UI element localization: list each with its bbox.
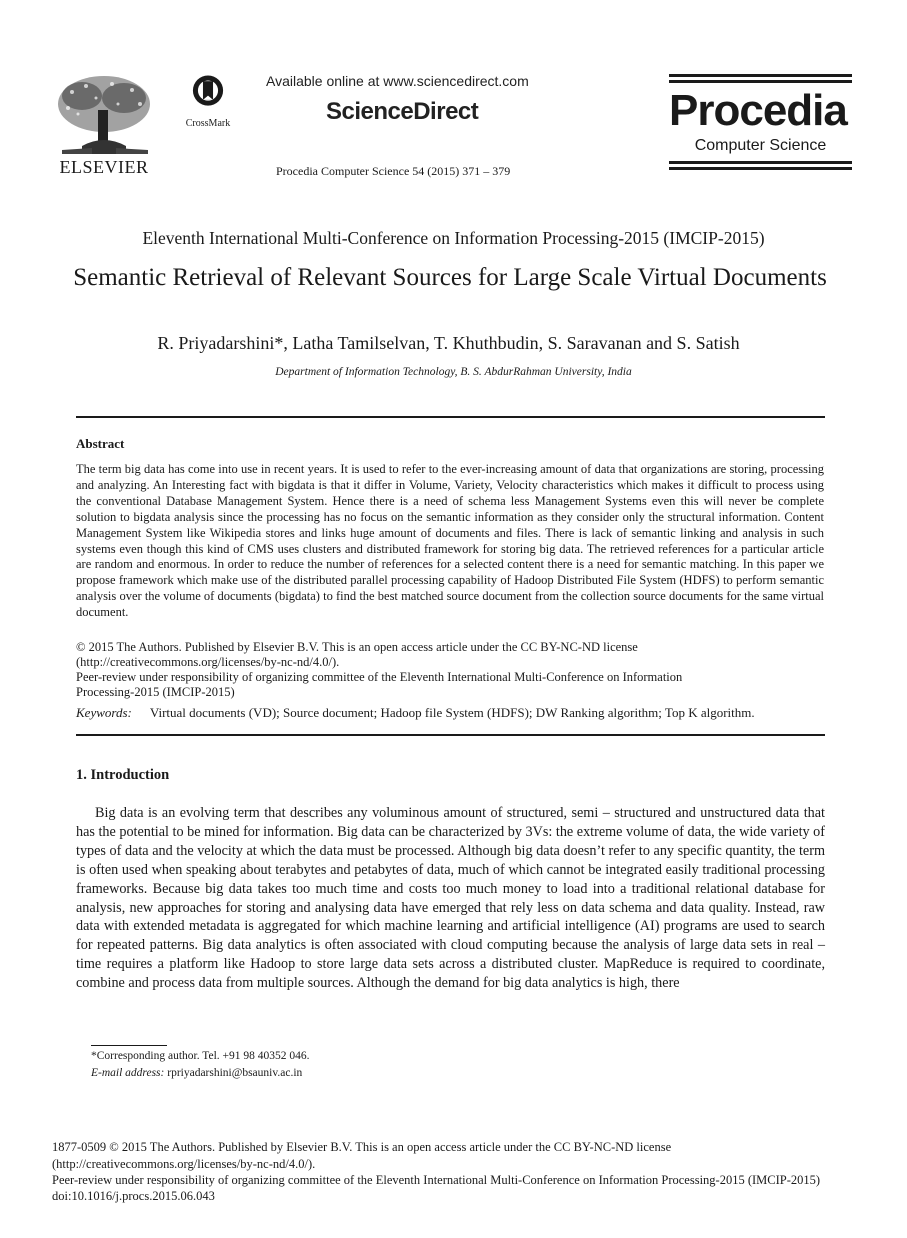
section-heading: 1. Introduction (76, 767, 170, 783)
introduction-text: Big data is an evolving term that describes any voluminous amount of structured, semi – structured and unstructured data that has the potential to be mined for information. Big data can be characterized by 3Vs: the extreme volume of data, the wide variety of types of data and the velocity at which the data must be processed. Although big data doesn’t refer to any specific quantity, the term is often used when speaking about terabytes and petabytes of data, much of which cannot be integrated easily traditional processing frameworks. Because big data takes too much time and costs too much money to load into a traditional relational database for analysis, new approaches for storing and analysing data have emerged that rely less on data schema and data quality. Instead, raw data with extended metadata is aggregated for which machine learning and artificial intelligence (AI) programs are used to search for repeated patterns. Big data analytics is often associated with cloud computing because the analysis of large data sets in real – time requires a platform like Hadoop to store large data sets across a distributed cluster. MapReduce is required to coordinate, combine and process data from multiple sources. Although the demand for big data analytics is high, there (76, 805, 825, 992)
keywords-label: Keywords: (76, 705, 132, 720)
abstract-text: The term big data has come into use in recent years. It is used to refer to the ever-increasing amount of data that organizations are storing, processing and analyzing. An Interesting fact with bigdata is that it differ in Volume, Variety, Velocity characteristics which makes it difficult to process using the conventional Database Management System. Hence there is a need of schema less Management Systems even this will never be complete solution to bigdata analysis since the processing has no focus on the semantic information as they consider only the structural information. Content Management System like Wikipedia stores and links huge amount of documents and files. There is lack of semantic linking and analysis in such systems even though this kind of CMS uses clusters and distributed framework for storing big data. The retrieved references for a particular article are random and enormous. In order to reduce the number of references for a selected content there is a need for semantic matching. In this paper we propose framework which make use of the distributed parallel processing capability of Hadoop Distributed File System (HDFS) to perform semantic analysis over the volume of documents (bigdata) to find the best matched source document from the collection source documents for the same virtual document. (76, 462, 824, 620)
peer-review-notice (76, 670, 824, 700)
paper-title: Semantic Retrieval of Relevant Sources for Large Scale Virtual Documents (73, 264, 827, 291)
procedia-logo (669, 74, 852, 173)
keywords-list: Virtual documents (VD); Source document; Hadoop file System (HDFS); DW Ranking algorithm; Top K algorithm. (149, 705, 755, 720)
abstract-heading: Abstract (76, 436, 125, 451)
license-link[interactable]: (http://creativecommons.org/licenses/by-nc-nd/4.0/). (52, 1157, 316, 1171)
footnote-rule (91, 1045, 167, 1046)
sciencedirect-logo: ScienceDirect (326, 98, 479, 125)
crossmark-label: CrossMark (185, 118, 231, 129)
affiliation: Department of Information Technology, B. S. AbdurRahman University, India (275, 366, 632, 378)
procedia-rule (669, 167, 852, 170)
email-label: E-mail address: (91, 1067, 165, 1079)
elsevier-wordmark: ELSEVIER (59, 157, 149, 177)
divider (76, 416, 825, 418)
license-link[interactable]: (http://creativecommons.org/licenses/by-nc-nd/4.0/). (76, 655, 340, 669)
procedia-subtitle: Computer Science (694, 137, 827, 154)
issn-copyright: 1877-0509 © 2015 The Authors. Published by Elsevier B.V. This is an open access article under the CC BY-NC-ND license (52, 1140, 672, 1154)
copyright-notice (76, 640, 824, 670)
author-list: R. Priyadarshini*, Latha Tamilselvan, T. Khuthbudin, S. Saravanan and S. Satish (157, 333, 740, 353)
peer-review-footer: Peer-review under responsibility of organizing committee of the Eleventh International Multi-Conference on Information Processing-2015 (IMCIP-2015) (52, 1173, 821, 1187)
peer-review-line: Processing-2015 (IMCIP-2015) (76, 685, 235, 699)
doi[interactable]: doi:10.1016/j.procs.2015.06.043 (52, 1189, 215, 1203)
journal-reference: Procedia Computer Science 54 (2015) 371 – 379 (276, 164, 511, 178)
peer-review-line: Peer-review under responsibility of organizing committee of the Eleventh International Multi-Conference on Information (76, 670, 683, 684)
copyright-line: © 2015 The Authors. Published by Elsevier B.V. This is an open access article under the CC BY-NC-ND license (76, 640, 638, 654)
crossmark-icon[interactable] (176, 74, 240, 120)
email-address[interactable]: rpriyadarshini@bsauniv.ac.in (167, 1067, 303, 1079)
author-email (91, 1067, 302, 1079)
available-online-text: Available online at www.sciencedirect.com (266, 73, 529, 89)
procedia-title: Procedia (669, 86, 847, 135)
divider (76, 734, 825, 736)
keywords (76, 705, 836, 721)
conference-name: Eleventh International Multi-Conference on Information Processing-2015 (IMCIP-2015) (142, 228, 765, 248)
procedia-rule (669, 74, 852, 77)
corresponding-author: *Corresponding author. Tel. +91 98 40352 046. (91, 1050, 310, 1062)
elsevier-tree-logo (52, 74, 156, 158)
procedia-rule (669, 161, 852, 164)
procedia-rule (669, 80, 852, 83)
